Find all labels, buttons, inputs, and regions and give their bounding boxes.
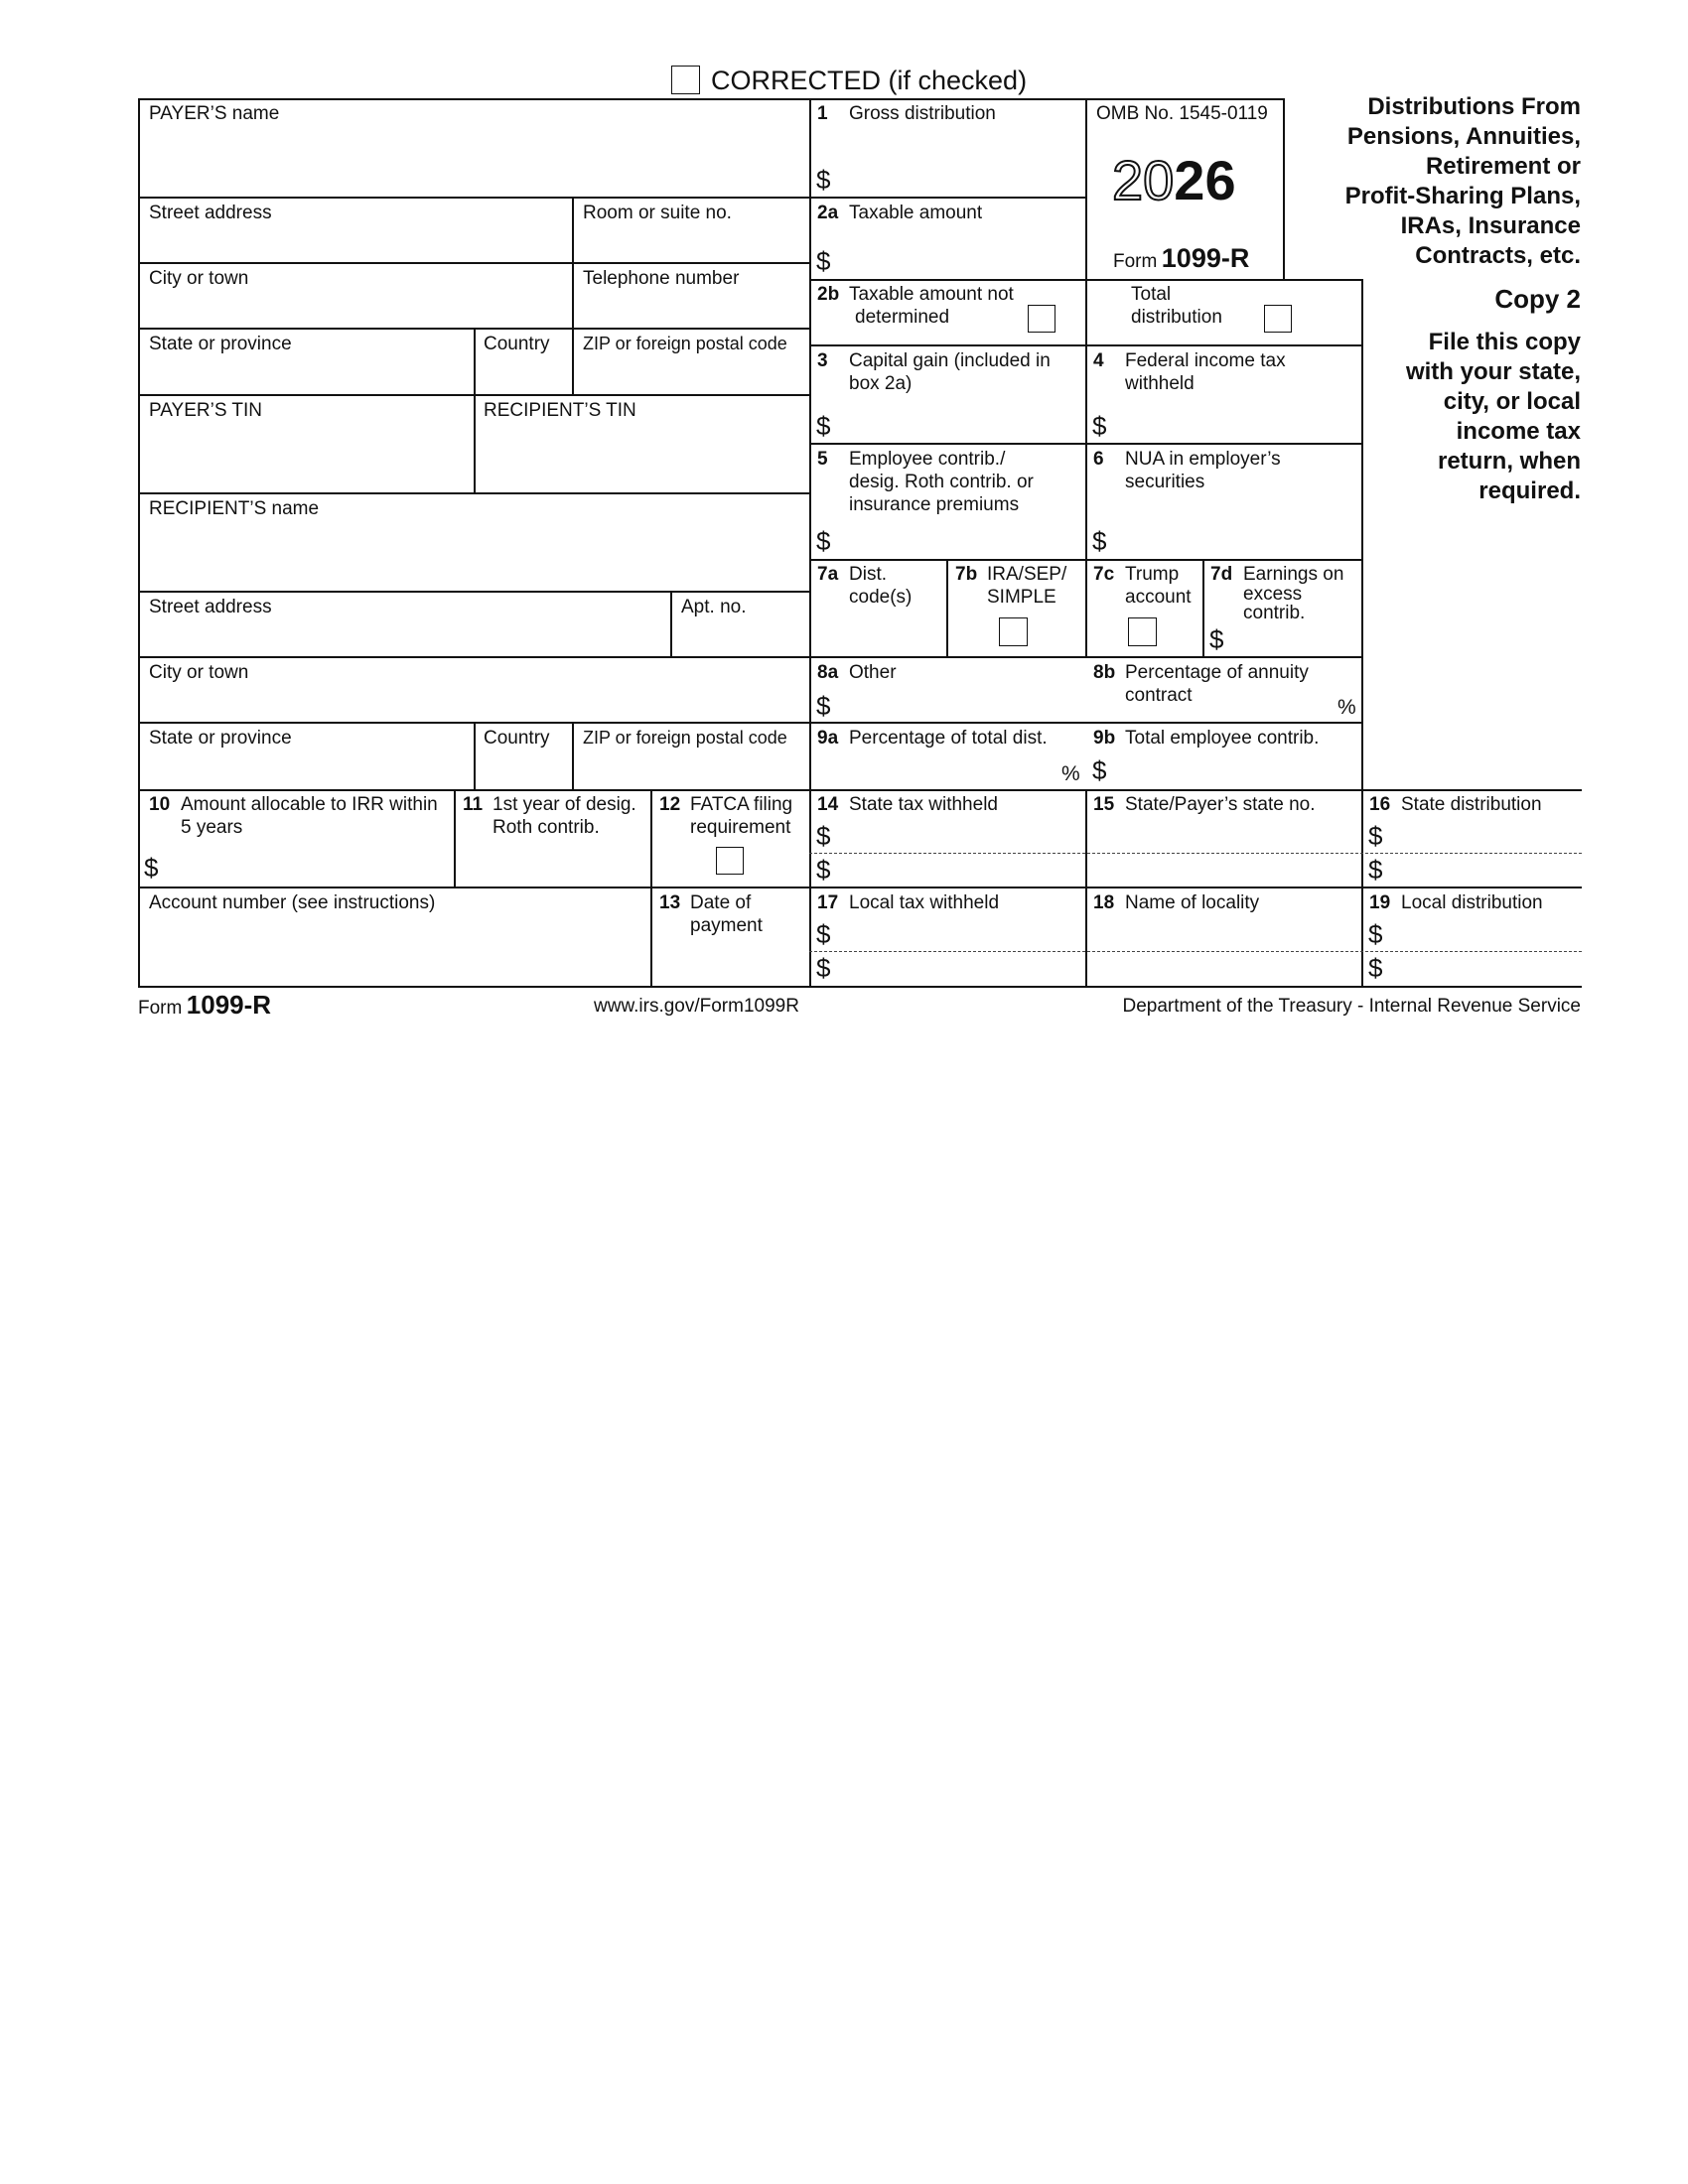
box10-label-line1: Amount allocable to IRR within [181, 794, 438, 815]
tax-year [1112, 151, 1236, 210]
h-payer-street [138, 197, 810, 199]
h-payer-city [138, 262, 810, 264]
box7a-field[interactable] [811, 614, 944, 655]
form-title-line: IRAs, Insurance [1400, 212, 1581, 239]
box7d-label-line1: Earnings on [1243, 564, 1344, 585]
box17-dollar-1: $ [816, 919, 831, 949]
box11-number: 11 [463, 794, 484, 815]
box4-dollar: $ [1092, 411, 1107, 441]
box6-dollar: $ [1092, 526, 1107, 556]
box7a-label-line2: code(s) [849, 587, 913, 608]
box7d-label-line2: excess [1243, 584, 1303, 605]
box11-label-line2: Roth contrib. [492, 817, 600, 838]
box2b-label-line1: Taxable amount not [849, 284, 1014, 305]
payer-street-field[interactable] [140, 226, 570, 260]
box18-number: 18 [1093, 892, 1115, 913]
box7b-number: 7b [955, 564, 978, 585]
total-dist-label-line1: Total [1131, 284, 1172, 305]
payer-city-label: City or town [149, 268, 249, 289]
box2a-field[interactable] [836, 230, 1083, 277]
omb-form-name: 1099-R [1161, 243, 1250, 273]
box6-label-line1: NUA in employer’s [1125, 449, 1281, 470]
h-row10 [138, 789, 1582, 791]
recipient-city-field[interactable] [140, 686, 807, 720]
box8a-number: 8a [817, 662, 839, 683]
box5-label-line2: desig. Roth contrib. or [849, 472, 1034, 492]
copy-label: Copy 2 [1494, 284, 1581, 314]
box18-field-1[interactable] [1087, 917, 1359, 950]
account-field[interactable] [140, 916, 648, 984]
tax-year-suffix: 26 [1174, 149, 1236, 211]
box9a-percent: % [1061, 762, 1080, 785]
box8a-field[interactable] [836, 687, 1083, 720]
dash-17 [809, 951, 1582, 952]
copy-line: income tax [1456, 418, 1581, 445]
box8a-label: Other [849, 662, 897, 683]
form-title-line: Retirement or [1425, 153, 1581, 180]
box19-dollar-1: $ [1368, 919, 1383, 949]
payer-zip-label: ZIP or foreign postal code [583, 334, 787, 353]
box7c-number: 7c [1093, 564, 1115, 585]
box17-field-2[interactable] [836, 953, 1083, 984]
divider-col3 [1361, 279, 1363, 987]
box3-number: 3 [817, 350, 828, 371]
payer-city-field[interactable] [140, 292, 570, 326]
h-tin [138, 394, 810, 396]
copy-line: city, or local [1443, 388, 1581, 415]
box9b-label: Total employee contrib. [1125, 728, 1320, 749]
recipient-state-field[interactable] [140, 751, 472, 787]
h-recip-street [138, 591, 810, 593]
h-box2b [809, 279, 1362, 281]
v-7b [946, 559, 948, 658]
payer-zip-field[interactable] [574, 357, 807, 392]
copy-line: return, when [1437, 448, 1581, 475]
box12-label-line2: requirement [690, 817, 791, 838]
payer-phone-label: Telephone number [583, 268, 740, 289]
box16-label: State distribution [1401, 794, 1542, 815]
box7c-checkbox[interactable] [1128, 617, 1157, 646]
box8b-label-line1: Percentage of annuity [1125, 662, 1309, 683]
box9a-number: 9a [817, 728, 839, 749]
box12-label-line1: FATCA filing [690, 794, 793, 815]
box11-label-line1: 1st year of desig. [492, 794, 636, 815]
box6-field[interactable] [1112, 518, 1359, 557]
corrected-label: CORRECTED (if checked) [711, 66, 1028, 95]
box7d-number: 7d [1210, 564, 1233, 585]
box9a-field[interactable] [811, 752, 1059, 787]
box14-field-2[interactable] [836, 855, 1083, 886]
payer-country-label: Country [484, 334, 550, 354]
box10-field[interactable] [164, 844, 452, 884]
recipient-zip-label: ZIP or foreign postal code [583, 728, 787, 748]
box14-label: State tax withheld [849, 794, 998, 815]
h-box7 [809, 559, 1362, 561]
box9b-number: 9b [1093, 728, 1116, 749]
box18-field-2[interactable] [1087, 953, 1359, 984]
h-payer-state [138, 328, 810, 330]
box12-number: 12 [659, 794, 681, 815]
footer-form-name: 1099-R [186, 990, 272, 1020]
copy-line: File this copy [1428, 329, 1581, 355]
box8b-field[interactable] [1231, 687, 1336, 720]
payer-name-field[interactable] [140, 127, 807, 195]
box7b-label-line2: SIMPLE [987, 587, 1056, 608]
box15-field-2[interactable] [1087, 855, 1359, 886]
box2b-checkbox[interactable] [1028, 305, 1055, 333]
box8a-dollar: $ [816, 691, 831, 721]
box17-dollar-2: $ [816, 953, 831, 983]
box4-label-line2: withheld [1125, 373, 1195, 394]
recipient-country-label: Country [484, 728, 550, 749]
total-dist-checkbox[interactable] [1264, 305, 1292, 333]
box5-dollar: $ [816, 526, 831, 556]
box9b-dollar: $ [1092, 755, 1107, 785]
box16-field-1[interactable] [1388, 819, 1582, 852]
box13-label-line2: payment [690, 915, 763, 936]
recipient-state-label: State or province [149, 728, 292, 749]
box3-dollar: $ [816, 411, 831, 441]
payer-state-label: State or province [149, 334, 292, 354]
box2b-number: 2b [817, 284, 840, 305]
box7b-label-line1: IRA/SEP/ [987, 564, 1067, 585]
box11-field[interactable] [456, 844, 648, 884]
border-top [138, 98, 1285, 100]
recipient-zip-field[interactable] [574, 751, 807, 787]
box15-number: 15 [1093, 794, 1115, 815]
h-recip-name [138, 492, 810, 494]
footer-url: www.irs.gov/Form1099R [594, 996, 799, 1017]
box4-field[interactable] [1112, 397, 1359, 441]
h-row-account [138, 887, 1582, 888]
total-dist-label-line2: distribution [1131, 307, 1222, 328]
box3-label-line2: box 2a) [849, 373, 913, 394]
form-title [1283, 92, 1581, 271]
box9b-field[interactable] [1112, 752, 1359, 787]
form-title-line: Pensions, Annuities, [1346, 123, 1581, 150]
payer-street-label: Street address [149, 203, 272, 223]
h-box9 [809, 722, 1362, 724]
box17-label: Local tax withheld [849, 892, 1000, 913]
h-box3 [809, 344, 1362, 346]
copy-line: with your state, [1405, 358, 1581, 385]
box7c-label-line1: Trump [1125, 564, 1180, 585]
box3-label-line1: Capital gain (included in [849, 350, 1051, 371]
border-bottom [138, 986, 1582, 988]
footer-department: Department of the Treasury - Internal Revenue Service [1122, 996, 1581, 1017]
box19-number: 19 [1369, 892, 1391, 913]
box13-field[interactable] [652, 943, 807, 984]
omb-form-id [1113, 243, 1249, 274]
recipient-city-label: City or town [149, 662, 249, 683]
omb-form-word: Form [1113, 251, 1158, 272]
box2b-label-line2: determined [855, 307, 950, 328]
account-label: Account number (see instructions) [149, 892, 436, 913]
box3-field[interactable] [836, 397, 1083, 441]
box7a-label-line1: Dist. [849, 564, 887, 585]
box7b-checkbox[interactable] [999, 617, 1028, 646]
box13-number: 13 [659, 892, 681, 913]
footer-form-id [138, 990, 271, 1021]
payer-tin-label: PAYER’S TIN [149, 400, 263, 421]
recipient-name-field[interactable] [140, 522, 807, 589]
box16-dollar-1: $ [1368, 821, 1383, 851]
box17-field-1[interactable] [836, 917, 1083, 950]
tax-year-prefix: 20 [1112, 149, 1175, 211]
payer-tin-field[interactable] [140, 424, 472, 490]
recipient-street-label: Street address [149, 597, 272, 617]
footer-form-word: Form [138, 998, 183, 1019]
box8b-percent: % [1337, 696, 1356, 719]
box19-field-1[interactable] [1388, 917, 1582, 950]
box10-label-line2: 5 years [181, 817, 243, 838]
recipient-name-label: RECIPIENT’S name [149, 498, 320, 519]
box6-label-line2: securities [1125, 472, 1205, 492]
box7c-label-line2: account [1125, 587, 1192, 608]
corrected-checkbox[interactable] [671, 66, 700, 94]
box19-field-2[interactable] [1388, 953, 1582, 984]
box4-label-line1: Federal income tax [1125, 350, 1286, 371]
recipient-street-field[interactable] [140, 620, 668, 654]
box4-number: 4 [1093, 350, 1104, 371]
form-title-line: Distributions From [1367, 93, 1581, 120]
payer-state-field[interactable] [140, 357, 472, 392]
box1-label: Gross distribution [849, 103, 996, 124]
recipient-country-field[interactable] [476, 751, 570, 787]
box2a-label: Taxable amount [849, 203, 983, 223]
form-title-line: Profit-Sharing Plans, [1344, 183, 1581, 209]
divider-col2 [1085, 98, 1087, 657]
box10-dollar: $ [144, 853, 159, 883]
copy-line: required. [1478, 478, 1581, 504]
box16-dollar-2: $ [1368, 855, 1383, 885]
box13-label-line1: Date of [690, 892, 752, 913]
box7d-dollar: $ [1209, 624, 1224, 654]
h-recip-city [138, 656, 810, 658]
payer-phone-field[interactable] [574, 292, 807, 326]
box6-number: 6 [1093, 449, 1104, 470]
box1-field[interactable] [836, 149, 1083, 195]
payer-country-field[interactable] [476, 357, 570, 392]
box16-field-2[interactable] [1388, 855, 1582, 886]
box17-number: 17 [817, 892, 839, 913]
box7d-label-line3: contrib. [1243, 603, 1306, 623]
box19-dollar-2: $ [1368, 953, 1383, 983]
h-box5 [809, 443, 1362, 445]
box7d-field[interactable] [1227, 623, 1359, 655]
box5-label-line1: Employee contrib./ [849, 449, 1006, 470]
payer-name-label: PAYER’S name [149, 103, 280, 124]
box15-field-1[interactable] [1087, 819, 1359, 852]
box2a-dollar: $ [816, 246, 831, 276]
box9a-label: Percentage of total dist. [849, 728, 1048, 749]
form-title-line: Contracts, etc. [1415, 242, 1581, 269]
box14-dollar-1: $ [816, 821, 831, 851]
copy-instructions [1372, 328, 1581, 506]
box16-number: 16 [1369, 794, 1391, 815]
box8b-number: 8b [1093, 662, 1116, 683]
box10-number: 10 [149, 794, 171, 815]
v-7d [1202, 559, 1204, 658]
box1-number: 1 [817, 103, 828, 124]
h-recip-state [138, 722, 810, 724]
recipient-tin-label: RECIPIENT’S TIN [484, 400, 636, 421]
box8b-label-line2: contract [1125, 685, 1193, 706]
box5-field[interactable] [836, 518, 1083, 557]
payer-room-label: Room or suite no. [583, 203, 732, 223]
box18-label: Name of locality [1125, 892, 1260, 913]
h-box8 [809, 656, 1362, 658]
box14-field-1[interactable] [836, 819, 1083, 852]
box1-dollar: $ [816, 165, 831, 195]
omb-number: OMB No. 1545-0119 [1096, 103, 1268, 124]
box14-number: 14 [817, 794, 839, 815]
box15-label: State/Payer’s state no. [1125, 794, 1316, 815]
payer-room-field[interactable] [574, 226, 807, 260]
box12-checkbox[interactable] [716, 847, 744, 875]
box5-label-line3: insurance premiums [849, 494, 1020, 515]
box14-dollar-2: $ [816, 855, 831, 885]
recipient-apt-label: Apt. no. [681, 597, 747, 617]
recipient-tin-field[interactable] [476, 424, 807, 490]
box5-number: 5 [817, 449, 828, 470]
box7a-number: 7a [817, 564, 839, 585]
box2a-number: 2a [817, 203, 839, 223]
recipient-apt-field[interactable] [672, 620, 807, 654]
box19-label: Local distribution [1401, 892, 1543, 913]
dash-14 [809, 853, 1582, 854]
h-box2a [809, 197, 1086, 199]
